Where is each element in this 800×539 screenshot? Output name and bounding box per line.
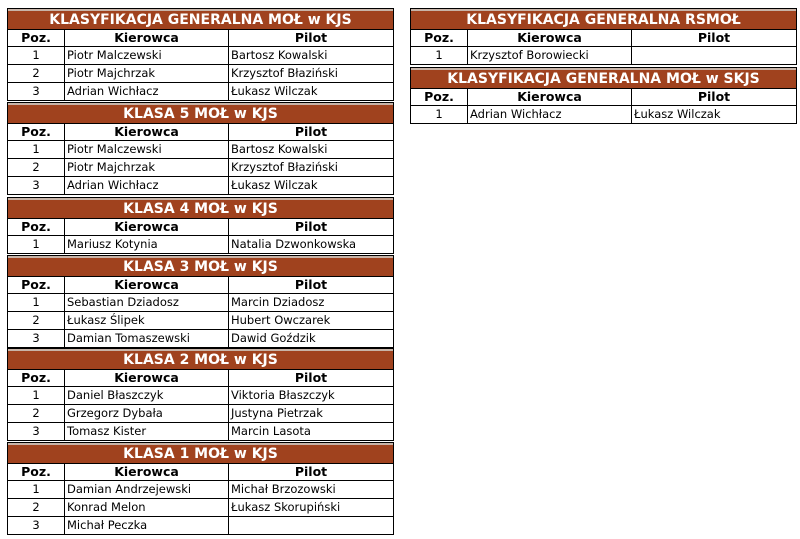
copilot-cell: Krzysztof Błaziński xyxy=(231,160,338,174)
column-header-row xyxy=(8,219,393,236)
copilot-cell xyxy=(229,517,393,534)
column-header-copilot: Pilot xyxy=(294,219,328,234)
column-header-driver: Kierowca xyxy=(65,219,229,235)
table-title: KLASA 3 MOŁ w KJS xyxy=(8,256,393,277)
position-cell: 3 xyxy=(8,177,65,194)
driver-cell: Sebastian Dziadosz xyxy=(65,294,229,311)
position-cell: 1 xyxy=(8,47,65,64)
position-cell: 2 xyxy=(8,65,65,82)
column-header-copilot: Pilot xyxy=(294,124,328,139)
position-cell: 3 xyxy=(8,330,65,347)
driver-cell: Piotr Malczewski xyxy=(65,141,229,158)
table-class-2-kjs xyxy=(7,348,394,441)
column-header-copilot: Pilot xyxy=(294,464,328,479)
table-row xyxy=(8,65,393,83)
driver-cell: Damian Andrzejewski xyxy=(65,481,229,498)
column-header-pos: Poz. xyxy=(8,370,65,386)
driver-cell: Konrad Melon xyxy=(65,499,229,516)
table-row xyxy=(8,499,393,517)
column-header-row xyxy=(8,30,393,47)
position-cell: 3 xyxy=(8,423,65,440)
column-header-row xyxy=(8,124,393,141)
table-row xyxy=(8,47,393,65)
copilot-cell: Łukasz Wilczak xyxy=(634,107,721,121)
column-header-pos: Poz. xyxy=(8,464,65,480)
table-row xyxy=(411,47,796,65)
copilot-cell: Viktoria Błaszczyk xyxy=(231,388,335,402)
table-row xyxy=(8,83,393,101)
copilot-cell: Krzysztof Błaziński xyxy=(231,66,338,80)
driver-cell: Damian Tomaszewski xyxy=(65,330,229,347)
driver-cell: Piotr Majchrzak xyxy=(65,159,229,176)
table-row xyxy=(8,294,393,312)
table-row xyxy=(8,177,393,195)
driver-cell: Adrian Wichłacz xyxy=(65,83,229,100)
driver-cell: Adrian Wichłacz xyxy=(65,177,229,194)
table-class-5-kjs xyxy=(7,102,394,195)
column-header-driver: Kierowca xyxy=(65,124,229,140)
copilot-cell xyxy=(632,47,796,64)
table-title: KLASYFIKACJA GENERALNA MOŁ w SKJS xyxy=(411,68,796,89)
column-header-row xyxy=(8,277,393,294)
table-general-rsmol xyxy=(410,8,797,65)
column-header-copilot: Pilot xyxy=(697,89,731,104)
position-cell: 2 xyxy=(8,312,65,329)
column-header-driver: Kierowca xyxy=(65,464,229,480)
column-header-driver: Kierowca xyxy=(65,277,229,293)
column-header-copilot: Pilot xyxy=(697,30,731,45)
table-row xyxy=(8,236,393,254)
position-cell: 2 xyxy=(8,405,65,422)
position-cell: 3 xyxy=(8,517,65,534)
position-cell: 3 xyxy=(8,83,65,100)
table-row xyxy=(411,106,796,124)
table-general-kjs xyxy=(7,8,394,101)
table-title: KLASYFIKACJA GENERALNA RSMOŁ xyxy=(411,9,796,30)
column-header-pos: Poz. xyxy=(411,30,468,46)
column-header-pos: Poz. xyxy=(8,30,65,46)
copilot-cell: Justyna Pietrzak xyxy=(231,406,323,420)
column-header-pos: Poz. xyxy=(8,124,65,140)
copilot-cell: Bartosz Kowalski xyxy=(231,48,328,62)
table-row xyxy=(8,159,393,177)
position-cell: 1 xyxy=(8,141,65,158)
table-row xyxy=(8,423,393,441)
table-general-skjs xyxy=(410,67,797,124)
column-header-driver: Kierowca xyxy=(65,30,229,46)
column-header-row xyxy=(411,89,796,106)
copilot-cell: Hubert Owczarek xyxy=(231,313,331,327)
driver-cell: Mariusz Kotynia xyxy=(65,236,229,253)
position-cell: 2 xyxy=(8,499,65,516)
table-row xyxy=(8,141,393,159)
driver-cell: Tomasz Kister xyxy=(65,423,229,440)
table-row xyxy=(8,517,393,535)
column-header-copilot: Pilot xyxy=(294,370,328,385)
driver-cell: Łukasz Ślipek xyxy=(65,312,229,329)
position-cell: 1 xyxy=(8,387,65,404)
copilot-cell: Bartosz Kowalski xyxy=(231,142,328,156)
position-cell: 1 xyxy=(411,106,468,123)
driver-cell: Daniel Błaszczyk xyxy=(65,387,229,404)
driver-cell: Piotr Majchrzak xyxy=(65,65,229,82)
driver-cell: Grzegorz Dybała xyxy=(65,405,229,422)
column-header-copilot: Pilot xyxy=(294,30,328,45)
table-row xyxy=(8,330,393,348)
column-header-driver: Kierowca xyxy=(65,370,229,386)
table-class-1-kjs xyxy=(7,442,394,535)
column-header-row xyxy=(8,370,393,387)
column-header-pos: Poz. xyxy=(8,219,65,235)
table-class-3-kjs xyxy=(7,255,394,348)
column-header-driver: Kierowca xyxy=(468,89,632,105)
column-header-row xyxy=(411,30,796,47)
copilot-cell: Marcin Dziadosz xyxy=(231,295,325,309)
position-cell: 1 xyxy=(8,236,65,253)
table-row xyxy=(8,312,393,330)
copilot-cell: Natalia Dzwonkowska xyxy=(231,237,357,251)
driver-cell: Piotr Malczewski xyxy=(65,47,229,64)
table-title: KLASA 1 MOŁ w KJS xyxy=(8,443,393,464)
column-header-pos: Poz. xyxy=(411,89,468,105)
position-cell: 1 xyxy=(8,481,65,498)
column-header-pos: Poz. xyxy=(8,277,65,293)
table-title: KLASA 4 MOŁ w KJS xyxy=(8,198,393,219)
table-title: KLASA 5 MOŁ w KJS xyxy=(8,103,393,124)
table-title: KLASYFIKACJA GENERALNA MOŁ w KJS xyxy=(8,9,393,30)
position-cell: 2 xyxy=(8,159,65,176)
column-header-copilot: Pilot xyxy=(294,277,328,292)
copilot-cell: Marcin Lasota xyxy=(231,424,311,438)
copilot-cell: Michał Brzozowski xyxy=(231,482,336,496)
copilot-cell: Łukasz Wilczak xyxy=(231,84,318,98)
position-cell: 1 xyxy=(8,294,65,311)
table-row xyxy=(8,387,393,405)
column-header-row xyxy=(8,464,393,481)
copilot-cell: Łukasz Wilczak xyxy=(231,178,318,192)
copilot-cell: Dawid Goździk xyxy=(231,331,316,345)
copilot-cell: Łukasz Skorupiński xyxy=(231,500,341,514)
table-class-4-kjs xyxy=(7,197,394,254)
driver-cell: Adrian Wichłacz xyxy=(468,106,632,123)
driver-cell: Michał Peczka xyxy=(65,517,229,534)
position-cell: 1 xyxy=(411,47,468,64)
driver-cell: Krzysztof Borowiecki xyxy=(468,47,632,64)
table-row xyxy=(8,405,393,423)
table-title: KLASA 2 MOŁ w KJS xyxy=(8,349,393,370)
table-row xyxy=(8,481,393,499)
column-header-driver: Kierowca xyxy=(468,30,632,46)
